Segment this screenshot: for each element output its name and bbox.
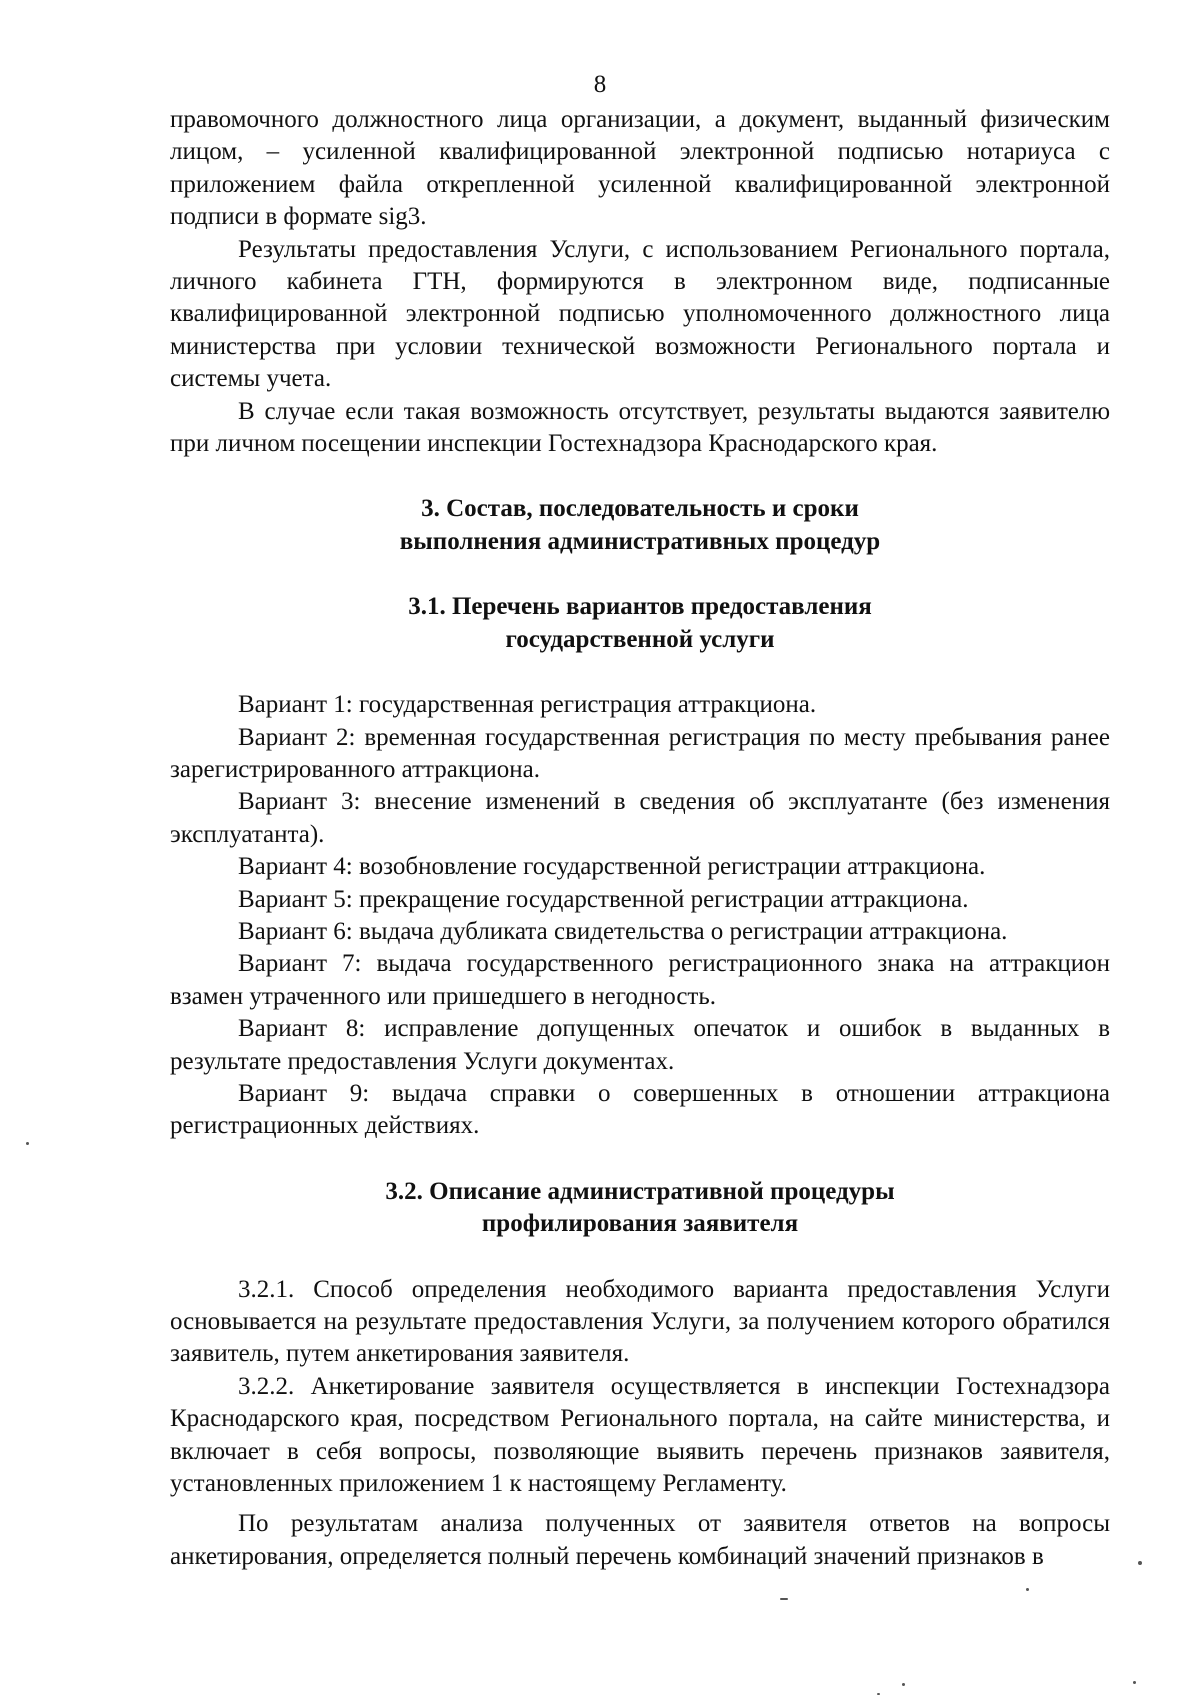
variant-item: Вариант 2: временная государственная регистрация по месту пребывания ранее зарегистрированного аттракциона. bbox=[170, 723, 1110, 783]
scan-speck bbox=[1133, 1681, 1136, 1684]
variant-item: Вариант 3: внесение изменений в сведения об эксплуатанте (без изменения эксплуатанта). bbox=[170, 788, 1110, 848]
intro-paragraph-no-possibility: В случае если такая возможность отсутствует, результаты выдаются заявителю при личном посещении инспекции Гостехнадзора Краснодарского края. bbox=[170, 397, 1110, 458]
section-3-heading-line1: 3. Состав, последовательность и сроки bbox=[421, 495, 859, 523]
section-3-2-2-paragraph: 3.2.2. Анкетирование заявителя осуществляется в инспекции Гостехнадзора Краснодарского края, посредством Регионального портала, на сайте министерства, и включает в себя вопросы, позволяющие выявить перечень признаков заявителя, установленных приложением 1 к настоящему Регламенту. bbox=[170, 1372, 1110, 1498]
intro-paragraph-continuation: правомочного должностного лица организации, а документ, выданный физическим лицом, – усиленной квалифицированной электронной подписью нотариуса с приложением файла открепленной усиленной квалифицированной электронной подписи в формате sig3. bbox=[170, 106, 1110, 231]
section-3-heading-line2: выполнения административных процедур bbox=[399, 527, 881, 555]
section-3-1-heading-line1: 3.1. Перечень вариантов предоставления bbox=[408, 593, 872, 621]
variant-item: Вариант 7: выдача государственного регистрационного знака на аттракцион взамен утраченного или пришедшего в негодность. bbox=[170, 950, 1110, 1010]
scan-speck bbox=[1026, 1588, 1029, 1591]
scan-speck bbox=[1138, 1561, 1142, 1565]
section-3-2-1-paragraph: 3.2.1. Способ определения необходимого варианта предоставления Услуги основывается на результате предоставления Услуги, за получением которого обратился заявитель, путем анкетирования заявителя. bbox=[170, 1275, 1110, 1368]
analysis-results-paragraph: По результатам анализа полученных от заявителя ответов на вопросы анкетирования, определяется полный перечень комбинаций значений признаков в bbox=[170, 1510, 1110, 1570]
variants-list bbox=[170, 689, 1110, 1143]
section-3-2-heading bbox=[170, 1176, 1110, 1241]
scan-speck bbox=[780, 1598, 788, 1600]
page-content bbox=[170, 104, 1110, 1573]
page-number: 8 bbox=[593, 71, 607, 98]
variant-item: Вариант 5: прекращение государственной регистрации аттракциона. bbox=[238, 885, 969, 913]
scan-speck bbox=[902, 1683, 905, 1686]
intro-paragraph-results: Результаты предоставления Услуги, с использованием Регионального портала, личного кабинета ГТН, формируются в электронном виде, подписанные квалифицированной электронной подписью уполномоченного должностного лица министерства при условии технической возможности Регионального портала и системы учета. bbox=[170, 235, 1110, 393]
section-3-2-heading-line2: профилирования заявителя bbox=[481, 1210, 799, 1238]
section-3-2-heading-line1: 3.2. Описание административной процедуры bbox=[385, 1177, 895, 1205]
variant-item: Вариант 8: исправление допущенных опечаток и ошибок в выданных в результате предоставления Услуги документах. bbox=[170, 1015, 1110, 1075]
variant-item: Вариант 4: возобновление государственной регистрации аттракциона. bbox=[238, 853, 986, 881]
variant-item: Вариант 9: выдача справки о совершенных в отношении аттракциона регистрационных действиях. bbox=[170, 1079, 1110, 1140]
section-3-heading bbox=[170, 493, 1110, 558]
variant-item: Вариант 6: выдача дубликата свидетельства о регистрации аттракциона. bbox=[238, 917, 1008, 945]
scan-speck bbox=[26, 1142, 29, 1145]
variant-item: Вариант 1: государственная регистрация аттракциона. bbox=[238, 691, 817, 719]
section-3-1-heading-line2: государственной услуги bbox=[505, 625, 775, 653]
section-3-1-heading bbox=[170, 591, 1110, 656]
